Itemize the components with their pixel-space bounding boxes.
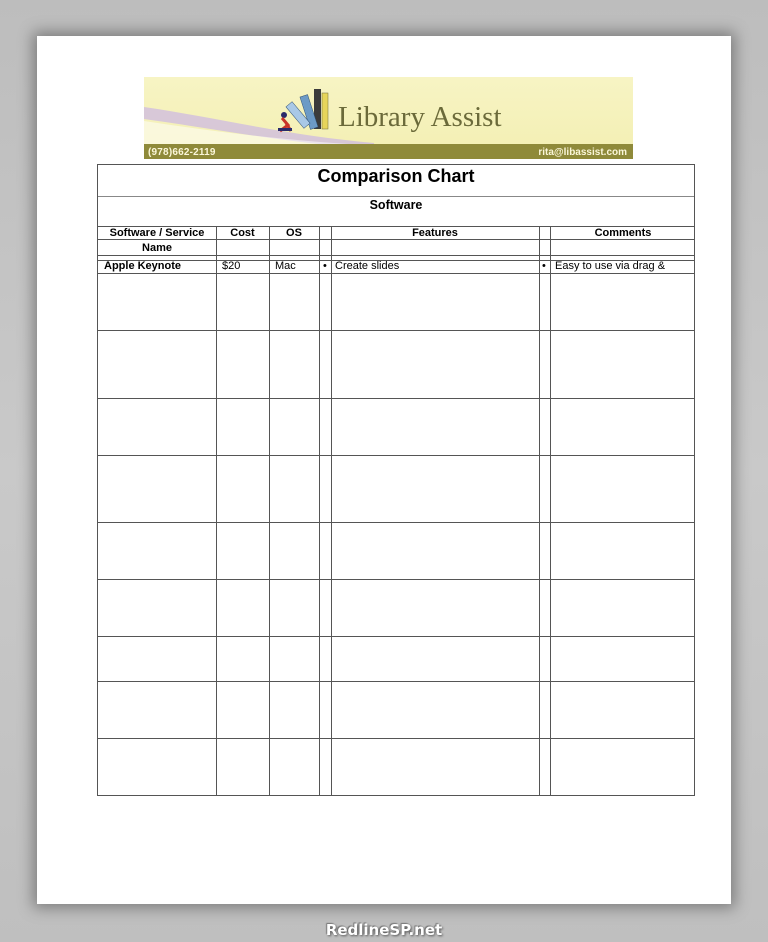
grid-line	[269, 227, 270, 795]
grid-line	[319, 227, 320, 795]
grid-line	[331, 227, 332, 795]
grid-line	[98, 681, 694, 682]
grid-line	[98, 398, 694, 399]
row-cost: $20	[222, 260, 241, 272]
row-os: Mac	[275, 260, 296, 272]
library-assist-banner	[144, 77, 633, 159]
grid-line	[98, 522, 694, 523]
comparison-table	[97, 164, 695, 796]
header-os: OS	[286, 227, 302, 239]
row-comment: Easy to use via drag &	[555, 260, 666, 272]
header-name-line2: Name	[142, 242, 172, 254]
banner-email: rita@libassist.com	[538, 147, 627, 158]
grid-line	[98, 330, 694, 331]
chart-title: Comparison Chart	[98, 165, 694, 197]
header-comments: Comments	[594, 227, 652, 239]
books-logo-icon	[276, 87, 338, 133]
grid-line	[98, 255, 694, 256]
grid-line	[98, 738, 694, 739]
grid-line	[98, 579, 694, 580]
feature-bullet: •	[323, 260, 327, 272]
header-features: Features	[412, 227, 458, 239]
grid-line	[550, 227, 551, 795]
banner-title: Library Assist	[338, 101, 502, 133]
header-name-line1: Software / Service	[109, 227, 205, 239]
grid-line	[539, 227, 540, 795]
grid-line	[216, 227, 217, 795]
comment-bullet: •	[542, 260, 546, 272]
watermark: RedlineSP.net	[325, 921, 443, 939]
row-software-name: Apple Keynote	[104, 260, 182, 272]
chart-subtitle: Software	[98, 197, 694, 227]
document-page	[37, 36, 731, 904]
grid-line	[98, 455, 694, 456]
grid-line	[98, 273, 694, 274]
header-cost: Cost	[230, 227, 255, 239]
grid-line	[98, 636, 694, 637]
banner-phone: (978)662-2119	[148, 147, 216, 158]
row-feature: Create slides	[335, 260, 400, 272]
